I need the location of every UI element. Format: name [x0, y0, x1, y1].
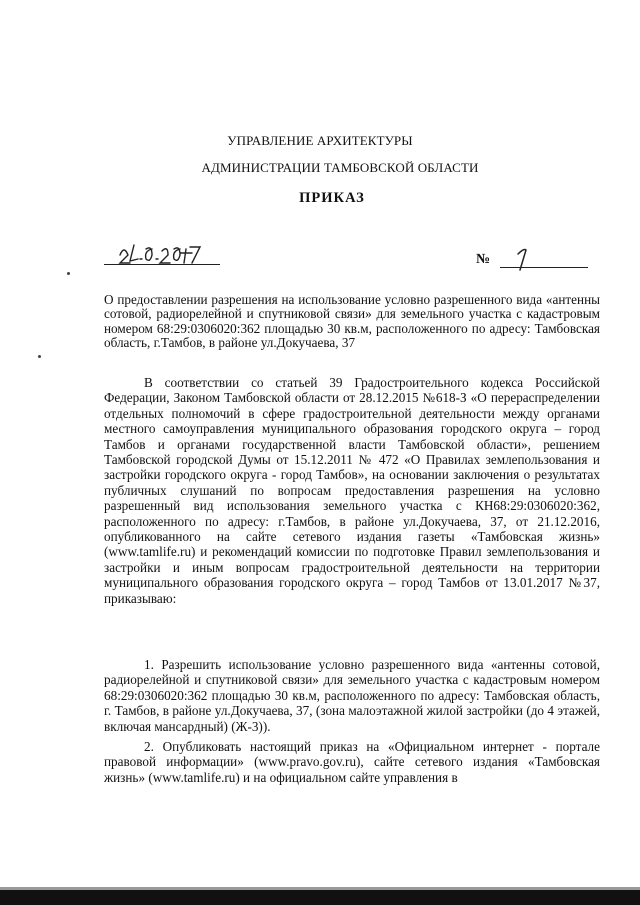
preamble-paragraph: В соответствии со статьей 39 Градостроительного кодекса Российской Федерации, Законом Тамбовской области от 28.12.2015 №618-З «О перераспределении отдельных полномочий в сфере градостроительной деятельности между органами местного самоуправления муниципального образования городского округа – город Тамбов и органами государственной власти Тамбовской области», решением Тамбовской городской Думы от 15.12.2011 № 472 «О Правилах землепользования и застройки городского округа - город Тамбов», на основании заключения о результатах публичных слушаний по вопросам предоставления разрешения на условно разрешенный вид использования земельного участка с КН68:29:0306020:362, расположенного по адресу: г.Тамбов, в районе ул.Докучаева, 37, от 21.12.2016, опубликованного на сайте сетевого издания газеты «Тамбовская жизнь» (www.tamlife.ru) и рекомендаций комиссии по подготовке Правил землепользования и застройки и иным вопросам градостроительной деятельности на территории муниципального образования городского округа – город Тамбов от 13.01.2017 №37, приказываю:	[104, 375, 600, 606]
scan-bottom-edge	[0, 890, 640, 905]
item-2-paragraph: 2. Опубликовать настоящий приказ на «Официальном интернет - портале правовой информации» (www.pravo.gov.ru), сайте сетевого издания «Тамбовская жизнь» (www.tamlife.ru) и на официальном сайте управления в	[104, 739, 600, 785]
number-underline	[500, 267, 588, 268]
number-label: №	[476, 252, 491, 267]
date-underline	[104, 264, 220, 265]
handwritten-number-icon	[508, 246, 536, 272]
scan-speck	[67, 272, 70, 275]
org-name-line1: УПРАВЛЕНИЕ АРХИТЕКТУРЫ	[227, 133, 413, 148]
document-subject: О предоставлении разрешения на использование условно разрешенного вида «антенны сотовой, радиорелейной и спутниковой связи» для земельного участка с кадастровым номером 68:29:0306020:362 площадью 30 кв.м, расположенного по адресу: Тамбовская область, г.Тамбов, в районе ул.Докучаева, 37	[104, 292, 600, 350]
document-title: ПРИКАЗ	[299, 190, 365, 206]
scan-speck	[38, 355, 41, 358]
item-1-paragraph: 1. Разрешить использование условно разрешенного вида «антенны сотовой, радиорелейной и спутниковой связи» для земельного участка с кадастровым номером 68:29:0306020:362 площадью 30 кв.м, расположенного по адресу: Тамбовская область, г. Тамбов, в районе ул.Докучаева, 37, (зона малоэтажной жилой застройки (до 4 этажей, включая мансардный) (Ж-3)).	[104, 657, 600, 734]
org-name-line2: АДМИНИСТРАЦИИ ТАМБОВСКОЙ ОБЛАСТИ	[201, 160, 479, 175]
